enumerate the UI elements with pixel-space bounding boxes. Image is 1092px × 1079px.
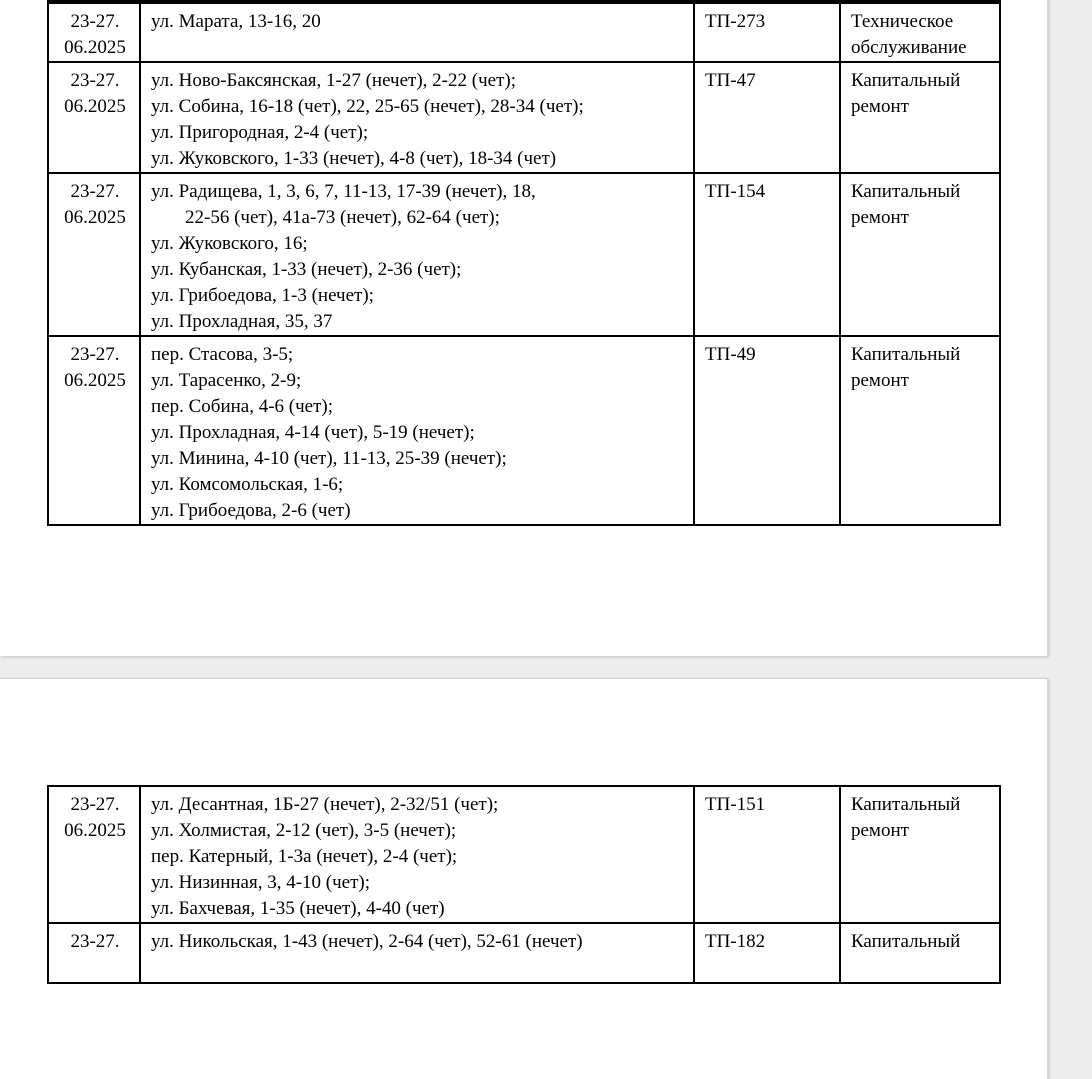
date-cell: [48, 62, 140, 173]
work-type-cell: [840, 3, 1000, 62]
address-line: ул. Жуковского, 1-33 (нечет), 4-8 (чет), 18-34 (чет): [151, 148, 557, 169]
date-cell: [48, 923, 140, 983]
work-line: Техническое: [851, 11, 954, 32]
work-line: ремонт: [851, 207, 909, 228]
date-line: 23-27.: [70, 181, 120, 202]
date-line: 23-27.: [70, 11, 120, 32]
address-line: ул. Никольская, 1-43 (нечет), 2-64 (чет), 52-61 (нечет): [151, 931, 583, 952]
address-line: ул. Прохладная, 35, 37: [151, 311, 333, 332]
address-line: ул. Тарасенко, 2-9;: [151, 370, 302, 391]
table-row: [48, 3, 1000, 62]
address-line: ул. Минина, 4-10 (чет), 11-13, 25-39 (нечет);: [151, 448, 507, 469]
address-line: ул. Десантная, 1Б-27 (нечет), 2-32/51 (чет);: [151, 794, 499, 815]
address-line: ул. Грибоедова, 1-3 (нечет);: [151, 285, 374, 306]
address-cell: [140, 3, 694, 62]
work-line: Капитальный: [851, 181, 961, 202]
document-page-2: [0, 678, 1048, 1079]
date-line: 23-27.: [70, 794, 120, 815]
address-cell: [140, 336, 694, 525]
table-row: [48, 786, 1000, 923]
address-cell: [140, 173, 694, 336]
address-line: ул. Холмистая, 2-12 (чет), 3-5 (нечет);: [151, 820, 457, 841]
date-line: 06.2025: [64, 37, 126, 58]
address-line: ул. Ново-Баксянская, 1-27 (нечет), 2-22 (чет);: [151, 70, 516, 91]
address-line: ул. Низинная, 3, 4-10 (чет);: [151, 872, 371, 893]
address-line: пер. Собина, 4-6 (чет);: [151, 396, 334, 417]
outage-schedule-table: [47, 0, 1001, 526]
tp-cell: ТП-182: [694, 923, 840, 983]
work-type-cell: [840, 786, 1000, 923]
outage-schedule-table: [47, 785, 1001, 984]
table-row-partial: [48, 923, 1000, 983]
work-type-cell: [840, 923, 1000, 983]
date-line: 23-27.: [70, 344, 120, 365]
date-cell: [48, 786, 140, 923]
address-line: ул. Прохладная, 4-14 (чет), 5-19 (нечет);: [151, 422, 475, 443]
address-line: ул. Собина, 16-18 (чет), 22, 25-65 (нечет), 28-34 (чет);: [151, 96, 584, 117]
date-line: 23-27.: [70, 931, 120, 952]
table-row: [48, 173, 1000, 336]
address-cell: [140, 62, 694, 173]
address-line: ул. Радищева, 1, 3, 6, 7, 11-13, 17-39 (нечет), 18,: [151, 181, 536, 202]
work-line: Капитальный: [851, 344, 961, 365]
work-type-cell: [840, 336, 1000, 525]
tp-cell: ТП-273: [694, 3, 840, 62]
work-type-cell: [840, 62, 1000, 173]
address-line: ул. Пригородная, 2-4 (чет);: [151, 122, 369, 143]
date-line: 06.2025: [64, 96, 126, 117]
tp-cell: ТП-151: [694, 786, 840, 923]
date-cell: [48, 173, 140, 336]
address-cell: [140, 786, 694, 923]
work-line: ремонт: [851, 96, 909, 117]
address-line: пер. Катерный, 1-3а (нечет), 2-4 (чет);: [151, 846, 458, 867]
tp-cell: ТП-49: [694, 336, 840, 525]
work-line: Капитальный: [851, 794, 961, 815]
date-cell: [48, 336, 140, 525]
tp-cell: ТП-154: [694, 173, 840, 336]
date-line: 06.2025: [64, 207, 126, 228]
address-line: ул. Бахчевая, 1-35 (нечет), 4-40 (чет): [151, 898, 445, 919]
address-line: ул. Грибоедова, 2-6 (чет): [151, 500, 351, 521]
address-line: ул. Марата, 13-16, 20: [151, 11, 321, 32]
table-row: [48, 336, 1000, 525]
date-line: 06.2025: [64, 820, 126, 841]
date-cell: [48, 3, 140, 62]
address-cell: [140, 923, 694, 983]
work-line: ремонт: [851, 820, 909, 841]
tp-cell: ТП-47: [694, 62, 840, 173]
address-line: ул. Комсомольская, 1-6;: [151, 474, 344, 495]
address-line: ул. Жуковского, 16;: [151, 233, 308, 254]
work-line: ремонт: [851, 370, 909, 391]
date-line: 06.2025: [64, 370, 126, 391]
work-line: Капитальный: [851, 931, 961, 952]
table-row: [48, 62, 1000, 173]
work-line: Капитальный: [851, 70, 961, 91]
address-line: 22-56 (чет), 41а-73 (нечет), 62-64 (чет);: [185, 207, 500, 228]
address-line: ул. Кубанская, 1-33 (нечет), 2-36 (чет);: [151, 259, 462, 280]
work-type-cell: [840, 173, 1000, 336]
address-line: пер. Стасова, 3-5;: [151, 344, 294, 365]
date-line: 23-27.: [70, 70, 120, 91]
work-line: обслуживание: [851, 37, 967, 58]
